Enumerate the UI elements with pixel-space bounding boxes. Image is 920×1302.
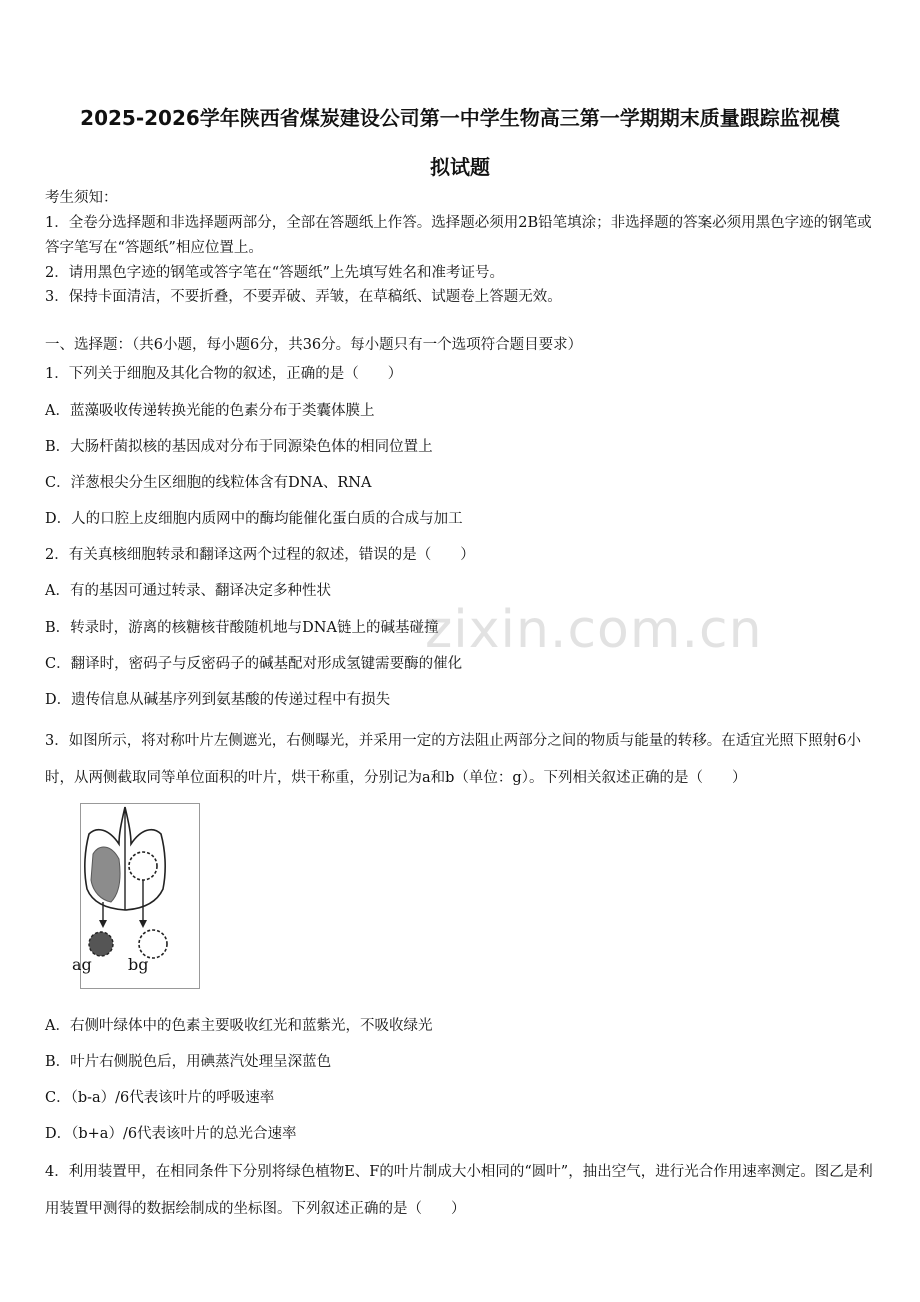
watermark: zixin.com.cn bbox=[425, 600, 763, 660]
question-3-option-d[interactable]: D．（b+a）/6代表该叶片的总光合速率 bbox=[45, 1126, 297, 1142]
section-heading: 一、选择题：（共6小题，每小题6分，共36分。每小题只有一个选项符合题目要求） bbox=[45, 337, 583, 353]
question-1-stem: 1．下列关于细胞及其化合物的叙述，正确的是（ ） bbox=[45, 366, 403, 382]
question-2-stem: 2．有关真核细胞转录和翻译这两个过程的叙述，错误的是（ ） bbox=[45, 547, 475, 563]
notice-item-3: 3．保持卡面清洁，不要折叠，不要弄破、弄皱，在草稿纸、试题卷上答题无效。 bbox=[45, 289, 562, 305]
question-3-option-a[interactable]: A．右侧叶绿体中的色素主要吸收红光和蓝紫光，不吸收绿光 bbox=[45, 1018, 433, 1034]
shaded-left-region bbox=[91, 847, 120, 902]
question-2-option-a[interactable]: A．有的基因可通过转录、翻译决定多种性状 bbox=[45, 583, 331, 599]
question-2-option-c[interactable]: C．翻译时，密码子与反密码子的碱基配对形成氢键需要酶的催化 bbox=[45, 656, 463, 672]
question-4-stem: 4．利用装置甲，在相同条件下分别将绿色植物E、F的叶片制成大小相同的“圆叶”，抽出空气，进行光合作用速率测定。图乙是利用装置甲测得的数据绘制成的坐标图。下列叙述正确的是（ ） bbox=[45, 1164, 873, 1217]
question-1-option-c[interactable]: C．洋葱根尖分生区细胞的线粒体含有DNA、RNA bbox=[45, 475, 372, 491]
notice-item-1: 1．全卷分选择题和非选择题两部分，全部在答题纸上作答。选择题必须用2B铅笔填涂；非选择题的答案必须用黑色字迹的钢笔或答字笔写在“答题纸”相应位置上。 bbox=[45, 215, 872, 256]
notice-item-2: 2．请用黑色字迹的钢笔或答字笔在“答题纸”上先填写姓名和准考证号。 bbox=[45, 265, 505, 281]
question-3-option-c[interactable]: C．（b-a）/6代表该叶片的呼吸速率 bbox=[45, 1090, 275, 1106]
question-1-option-d[interactable]: D．人的口腔上皮细胞内质网中的酶均能催化蛋白质的合成与加工 bbox=[45, 511, 463, 527]
right-sample-circle bbox=[129, 852, 157, 880]
figure-label-b: bg bbox=[128, 955, 149, 974]
exam-title-line1: 2025-2026学年陕西省煤炭建设公司第一中学生物高三第一学期期末质量跟踪监视模 bbox=[80, 106, 840, 130]
exam-title-line2: 拟试题 bbox=[430, 155, 490, 179]
arrow-left-head bbox=[99, 920, 107, 928]
notice-heading: 考生须知： bbox=[45, 190, 118, 206]
question-1-option-b[interactable]: B．大肠杆菌拟核的基因成对分布于同源染色体的相同位置上 bbox=[45, 439, 433, 455]
arrow-right-head bbox=[139, 920, 147, 928]
question-1-option-a[interactable]: A．蓝藻吸收传递转换光能的色素分布于类囊体膜上 bbox=[45, 403, 375, 419]
question-3-option-b[interactable]: B．叶片右侧脱色后，用碘蒸汽处理呈深蓝色 bbox=[45, 1054, 332, 1070]
disc-b bbox=[139, 930, 167, 958]
question-2-option-d[interactable]: D．遗传信息从碱基序列到氨基酸的传递过程中有损失 bbox=[45, 692, 391, 708]
figure-label-a: ag bbox=[72, 955, 92, 974]
disc-a bbox=[89, 932, 113, 956]
question-2-option-b[interactable]: B．转录时，游离的核糖核苷酸随机地与DNA链上的碱基碰撞 bbox=[45, 620, 439, 636]
question-3-stem: 3．如图所示，将对称叶片左侧遮光，右侧曝光，并采用一定的方法阻止两部分之间的物质与能量的转移。在适宜光照下照射6小时，从两侧截取同等单位面积的叶片，烘干称重，分别记为a和b（单位：g）。下列相关叙述正确的是（ ） bbox=[45, 733, 861, 786]
